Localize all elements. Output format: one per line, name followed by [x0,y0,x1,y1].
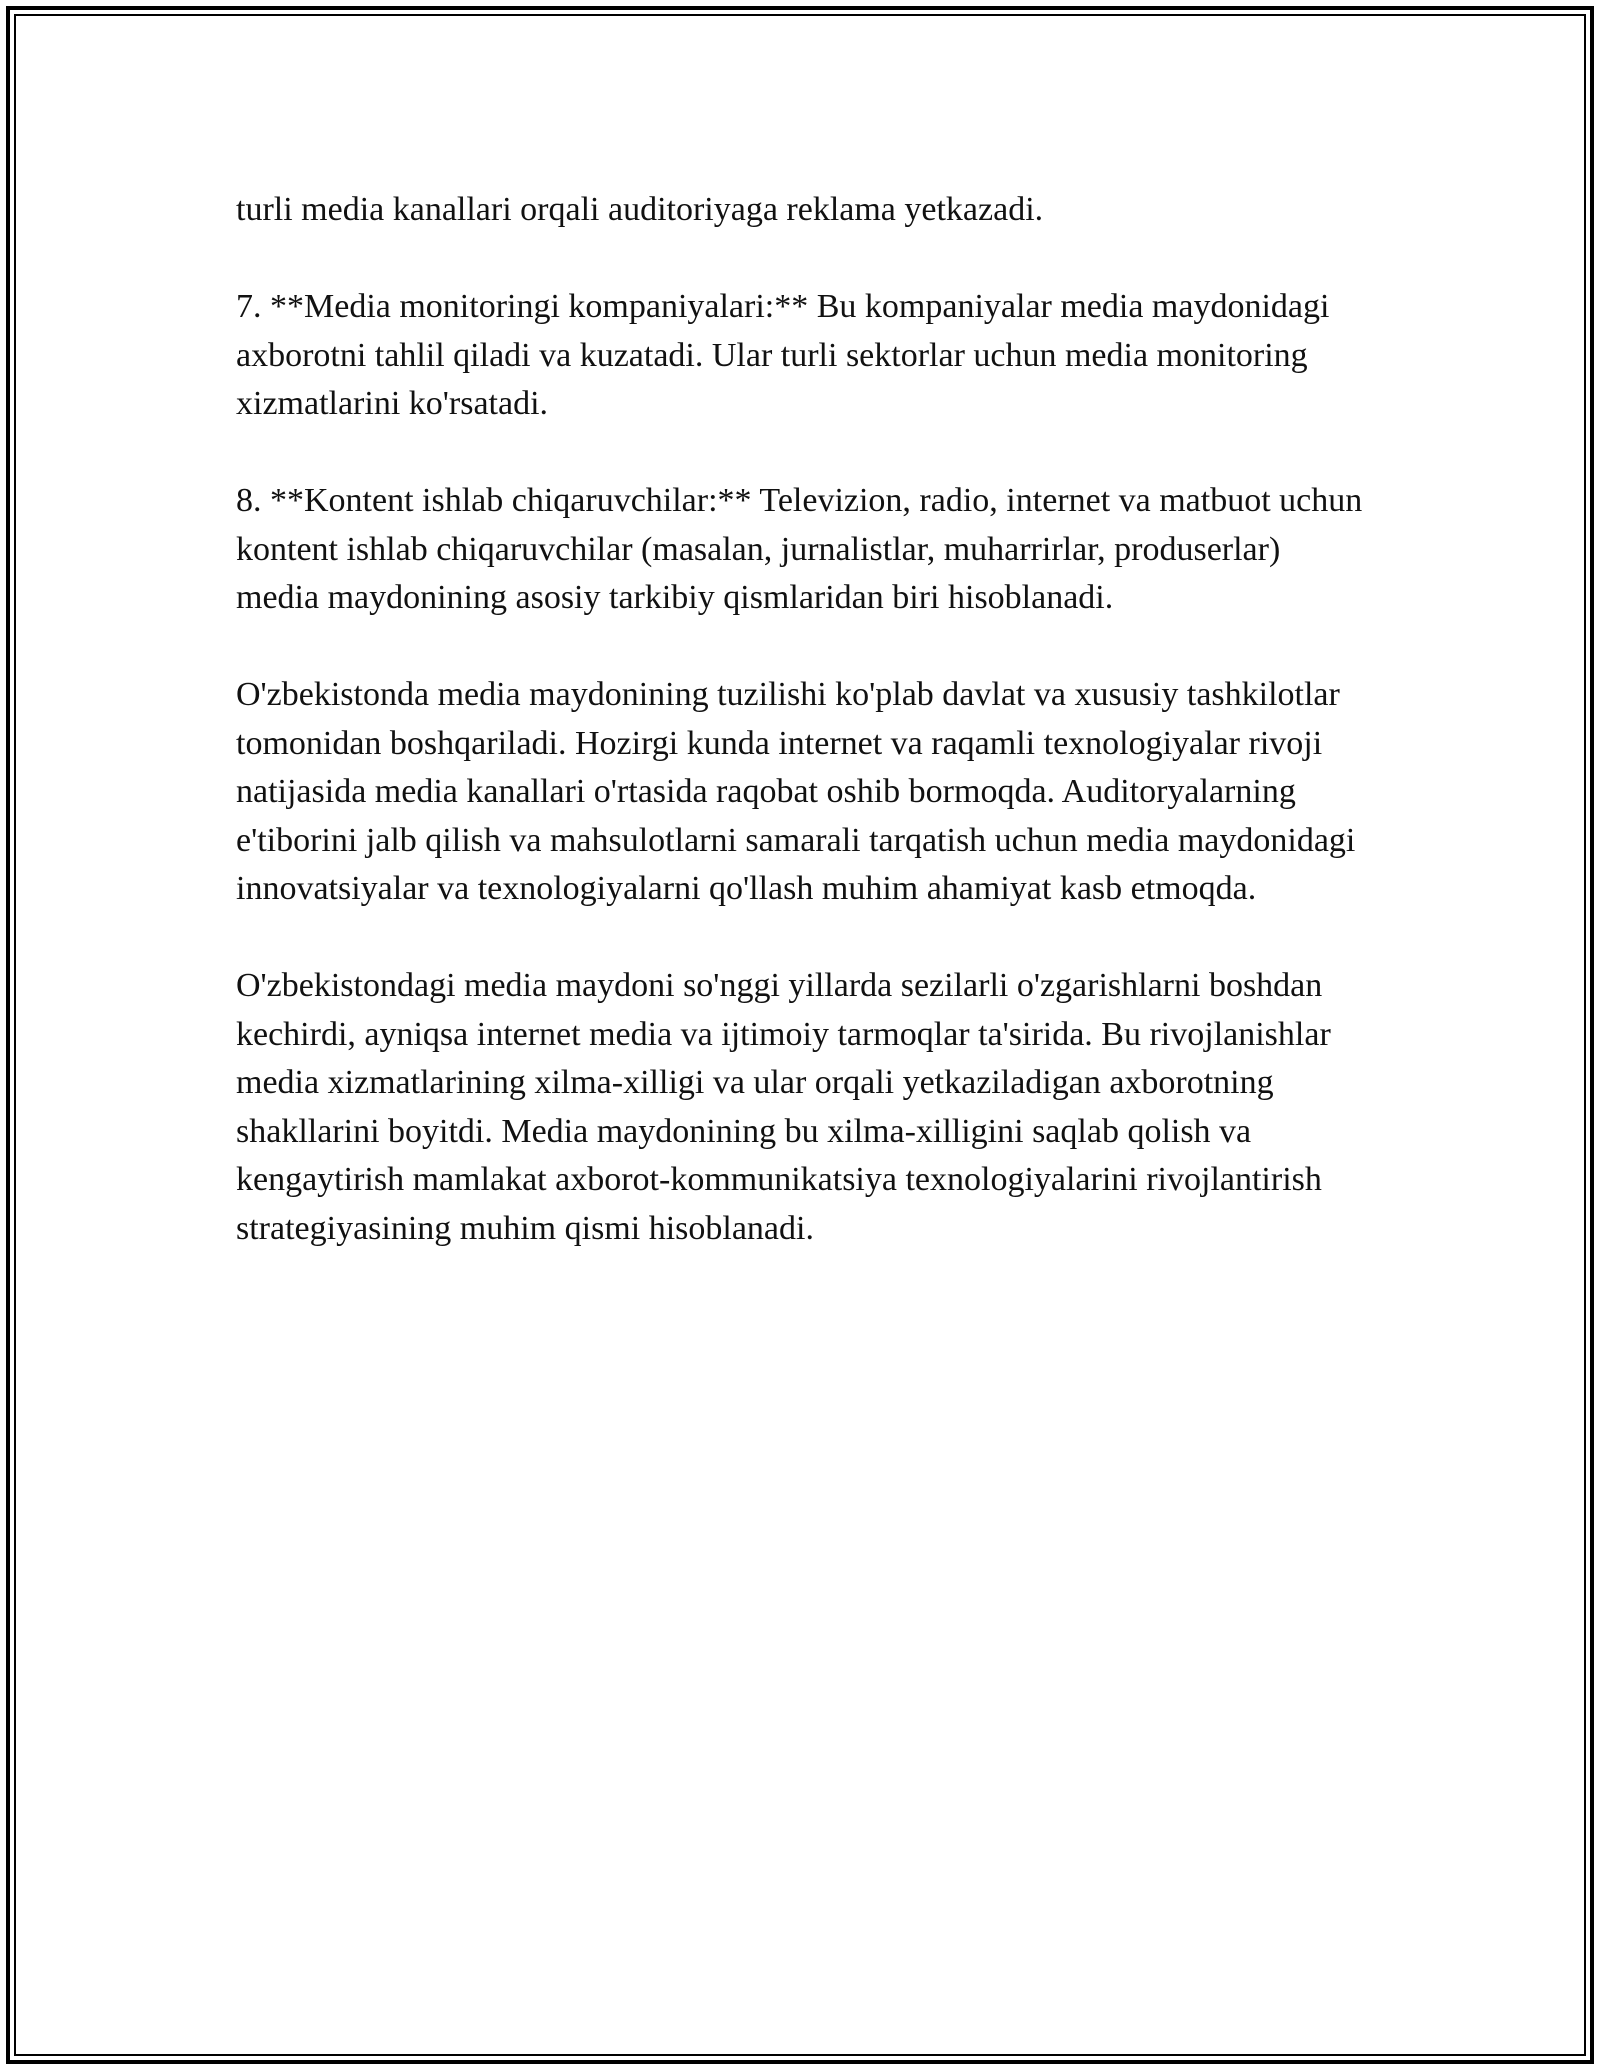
list-item-media-monitoring: 7. **Media monitoringi kompaniyalari:** Bu kompaniyalar media maydonidagi axborotni tahlil qiladi va kuzatadi. Ular turli sektorlar uchun media monitoring xizmatlarini ko'rsatadi. [236,288,1330,422]
paragraph-media-changes: O'zbekistondagi media maydoni so'nggi yillarda sezilarli o'zgarishlarni boshdan kechirdi, ayniqsa internet media va ijtimoiy tarmoqlar ta'sirida. Bu rivojlanishlar media xizmatlarining xilma-xilligi va ular orqali yetkaziladigan axborotning shakllarini boyitdi. Media maydonining bu xilma-xilligini saqlab qolish va kengaytirish mamlakat axborot-kommunikatsiya texnologiyalarini rivojlantirish strategiyasining muhim qismi hisoblanadi. [236,967,1331,1247]
document-body [236,186,1366,1302]
paragraph-media-structure: O'zbekistonda media maydonining tuzilishi ko'plab davlat va xususiy tashkilotlar tomonidan boshqariladi. Hozirgi kunda internet va raqamli texnologiyalar rivoji natijasida media kanallari o'rtasida raqobat oshib bormoqda. Auditoryalarning e'tiborini jalb qilish va mahsulotlarni samarali tarqatish uchun media maydonidagi innovatsiyalar va texnologiyalarni qo'llash muhim ahamiyat kasb etmoqda. [236,676,1356,907]
paragraph-continuation: turli media kanallari orqali auditoriyaga reklama yetkazadi. [236,191,1044,228]
list-item-content-producers: 8. **Kontent ishlab chiqaruvchilar:** Televizion, radio, internet va matbuot uchun kontent ishlab chiqaruvchilar (masalan, jurnalistlar, muharrirlar, produserlar) media maydonining asosiy tarkibiy qismlaridan biri hisoblanadi. [236,482,1363,616]
